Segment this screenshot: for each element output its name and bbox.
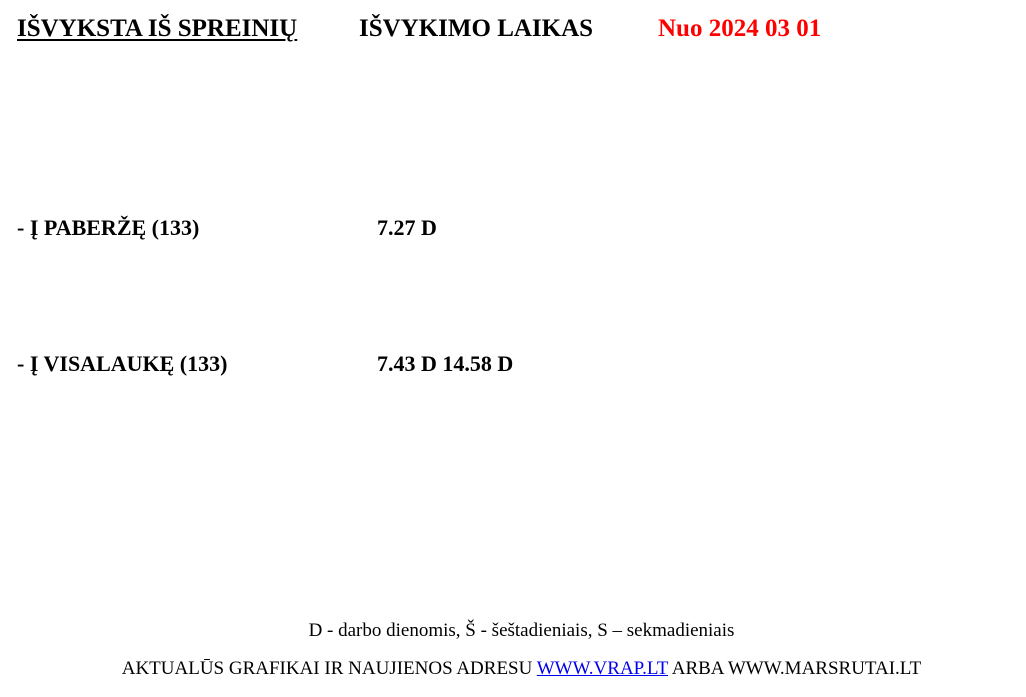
day-legend: D - darbo dienomis, Š - šeštadieniais, S – sekmadieniais (308, 620, 735, 641)
departure-stop-title: IŠVYKSTA IŠ SPREINIŲ (17, 15, 298, 42)
route-times-paberze: 7.27 D (377, 215, 437, 240)
route-destination-visalauke: - Į VISALAUKĘ (133) (17, 351, 228, 376)
route-destination-paberze: - Į PABERŽĘ (133) (17, 215, 200, 240)
footer-prefix: AKTUALŪS GRAFIKAI IR NAUJIENOS ADRESU (121, 658, 537, 679)
route-times-visalauke: 7.43 D 14.58 D (377, 351, 514, 376)
departure-time-title: IŠVYKIMO LAIKAS (359, 15, 594, 42)
footer-links (0, 657, 1026, 681)
vrap-link[interactable]: WWW.VRAP.LT (536, 658, 669, 679)
footer-suffix: ARBA WWW.MARSRUTAI.LT (668, 658, 922, 679)
valid-from-date: Nuo 2024 03 01 (658, 15, 822, 42)
